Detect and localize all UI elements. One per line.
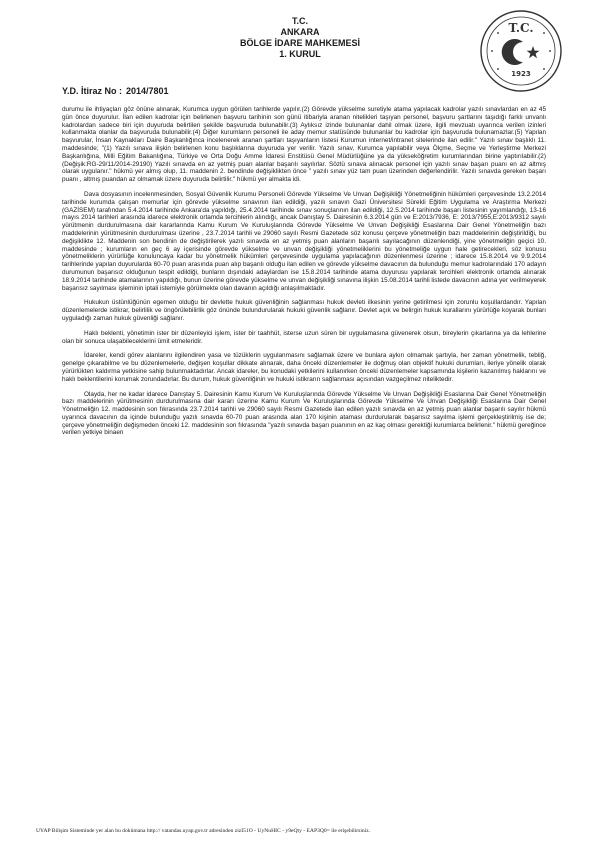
paragraph: Dava dosyasının incelenmesinden, Sosyal Güvenlik Kurumu Personeli Görevde Yükselme Ve Unvan Değişikliği Yönetmeliğinin hükümleri çerçevesinde 13.2.2014 tarihinde kurumda çalışan memurlar için görevde yükselme sınavının ilan edildiği, yazılı sınavın Gazi Üniversitesi Sürekli Eğitim Uygulama ve Araştırma Merkezi (GAZİSEM) tarafından 5.4.2014 tarihinde Ankara'da yapıldığı, 25.4.2014 tarihinde sınav sonuçlarının ilan edildiği, 12.5.2014 tarihinde başarı listesinin yayımlandığı, 13-16 mayıs 2014 tarihleri arasında idarece elektronik ortamda tercihlerin alındığı, ancak Danıştay 5. Dairesinin 6.3.2014 gün ve E:2013/7936, E: 2013/7955,E:2013/9312 sayılı yürütmenin durdurulmasına dair kararlarında Kamu Kurum Ve Kuruluşlarında Görevde Yükselme Ve Unvan Değişikliği Esaslarına Dair Genel Yönetmeliğin bazı maddelerinin yürütmesinin durdurulması üzerine , 23.7.2014 tarihli ve 29060 sayılı Resmi Gazetede söz konusu çerçeve yönetmeliğin bazı maddelerinin değiştirildiği, bu değişiklikte 12. Maddenin son bendinin de değiştirilerek yazılı sınavda en az yetmiş puan alanların başarılı sayılacağının düzenlendiği, yine yönetmeliğin geçici 10. maddesinde ; kurumların en geç 6 ay içerisinde görevde yükselme ve unvan değişikliği yönetmeliklerini bu yönetmeliğe uygun hale getirecekleri, söz konusu yönetmeliklerin yürürlüğe konuluncaya kadar bu yönetmelik hükümleri çerçevesinde uygulama yapılacağının düzenlenmesi üzerine ; idarece 15.8.2014 ve 9.9.2014 tarihlerinde yapılan duyurularda 60-70 puan arasında puan alıp başarılı olduğu ilan edilen ve görevde yükselme davacının da bulunduğu memur kadrolarındaki 170 adayın durumunun başarısız olduğunun tespit edildiği, bunların dışındaki adaylardan ise 15.8.2014 tarihinde atama duyurusu yapılarak tercihleri elektronik ortamda alınarak 18.9.2014 tarihinde atamalarının yapıldığı, bunun üzerine görevde yükselme ve unvan değişikliği sınavına ilişkin 15.08.2014 tarihli listede davacının adına yer verilmeyerek başarısız sayılması işleminin iptali istemiyle görülmekte olan davanın açıldığı anlaşılmaktadır. (62, 190, 546, 292)
paragraph: İdareler, kendi görev alanlarını ilgilendiren yasa ve tüzüklerin uygulanmasını sağlamak üzere ve bunlara aykırı olmamak şartıyla, her zaman yönetmelik, tebliğ, genelge çıkarabilme ve bu düzenlemelerle, değişen koşullar dikkate alınarak, daha önceki düzenlemeler ile doğmuş olan objektif hukuki durumları, ileriye yönelik olarak yürürlükten kaldırma yetkisine sahip bulunmaktadırlar. Ancak idareler, bu konudaki yetkilerini kullanırken önceki düzenlemeler kapsamında kişilerin kazanılmış haklarını ve haklı beklentilerini korumak zorundadırlar. Bu durum, hukuk güvenliğinin ve hukuki istikrarın sağlanması açısından vazgeçilmez niteliktedir. (62, 352, 546, 383)
paragraph: durumu ile ihtiyaçları göz önüne alınarak, Kurumca uygun görülen tarihlerde yapılır.(2) Görevde yükselme suretiyle atama yapılacak kadrolar yazılı sınavlardan en az 45 gün önce duyurulur. İlan edilen kadrolar için belirlenen başvuru tarihinin son günü itibariyla aranan nitelikleri taşıyan personel, başvuru şartlarını taşıdığı farklı unvanlı kadrolardan sadece biri için duyuruda belirtilen şekilde başvuruda bulunabilir.(3) Aylıksız izinde bulunanlar dahil olmak üzere, ilgili mevzuatı uyarınca verilen izinleri kullanmakta olanlar da başvuruda bulunabilir.(4) Diğer kurumların personeli ile aday memur statüsünde bulunanlar bu kadrolar için başvuruda bulunamazlar.(5) Yapılan başvurular, İnsan Kaynakları Daire Başkanlığınca incelenerek aranan şartları taşıyanların listesi Kurumun internet/intranet sitelerinde ilan edilir." Yazılı sınav başlıklı 11. maddesinde; "(1) Yazılı sınava ilişkin belirlenen konu başlıklarına duyuruda yer verilir. Yazılı sınav, Kurumca yapılabilir veya Ölçme, Seçme ve Yerleştirme Merkezi Başkanlığına, Milli Eğitim Bakanlığına, Türkiye ve Orta Doğu Amme İdaresi Enstitüsü Genel Müdürlüğüne ya da yükseköğretim kurumlarından birine yaptırılabilir.(2) (Değişik:RG-29/11/2014-29190) Yazılı sınavda en az yetmiş puan alanlar başarılı sayılırlar. Sözlü sınava alınacak personel için yazılı sınav başarı puanı en az altmış olarak uygulanır." hükmü yer almış olup, 11. maddenin 2. bendinde değişiklikten önce " yazılı sınav yüz tam puan üzerinden değerlendirilir. Yazılı sınavda gereken başarı puanı , altmış puandan az olmamak üzere duyuruda belirtilir." hükmü yer almakta idi. (62, 106, 546, 184)
paragraph: Hukukun üstünlüğünün egemen olduğu bir devlette hukuk güvenliğinin sağlanması hukuk devleti ilkesinin yerine getirilmesi için zorunlu koşullardandır. Yapılan düzenlemelerde istikrar, belirlilik ve öngörülebilirlik göz önünde bulundurularak hukuki güvenlik sağlanır. Devlet açık ve belirgin hukuk kurallarını yürürlüğe koyarak bunları uyguladığı zaman hukuk güvenliği sağlanır. (62, 299, 546, 322)
seal-year: 1923 (511, 70, 531, 78)
header-panel: 1. KURUL (279, 49, 321, 59)
header-court: BÖLGE İDARE MAHKEMESİ (239, 38, 360, 48)
seal-text: T.C. (508, 21, 534, 35)
paragraph: Haklı beklenti, yönetimin ister bir düzenleyici işlem, ister bir taahhüt, isterse uzun süren bir uygulamasına güvenerek olsun, bireylerin çıkarlarına ya da lehlerine olan bir sonuca ulaşabileceklerini ümit etmeleridir. (62, 329, 546, 345)
reference-number (62, 86, 173, 96)
document-body (62, 106, 546, 444)
header-tc: T.C. (291, 16, 308, 26)
header-city: ANKARA (280, 27, 320, 37)
paragraph: Olayda, her ne kadar idarece Danıştay 5. Dairesinin Kamu Kurum Ve Kuruluşlarında Görevde Yükselme Ve Unvan Değişikliği Esaslarına Dair Genel Yönetmeliğin bazı maddelerinin yürütmesinin durdurulmasına dair kararı üzerine Kamu Kurum Ve Kuruluşlarında Görevde Yükselme Ve Unvan Değişikliği Esaslarına Dair Genel Yönetmeliğin 12. maddesinin son fıkrasında 23.7.2014 tarihli ve 29060 sayılı Resmi Gazetede ilan edilen yazılı sınavda en az yetmiş puan alanlar başarılı sayılır hükmü uyarınca davacının da içinde bulunduğu yazılı sınavda 60-70 puan arasında alan 170 kişinin ataması durdurularak başarısız sayılma işlemi gerçekleştirilmiş ise de; çerçeve yönetmeliğin değişmeden önceki 12. maddesinin son fıkrasında "yazılı sınavda başarı puanının en az kaç olması gerektiği kurumlarca belirlenir." hükmü gereğince verilen yetkiye binaen (62, 390, 546, 437)
reference-label: Y.D. İtiraz No : (62, 86, 123, 96)
court-seal-stamp (478, 8, 564, 94)
uyap-footer-note: UYAP Bilişim Sisteminde yer alan bu dokümana http:// vatandas.uyap.gov.tr adresinden zizI51O - UyNuHIC - y9eQty - EAP3Q0= ile erişebilirsiniz. (36, 828, 371, 834)
reference-value: 2014/7801 (126, 86, 169, 96)
